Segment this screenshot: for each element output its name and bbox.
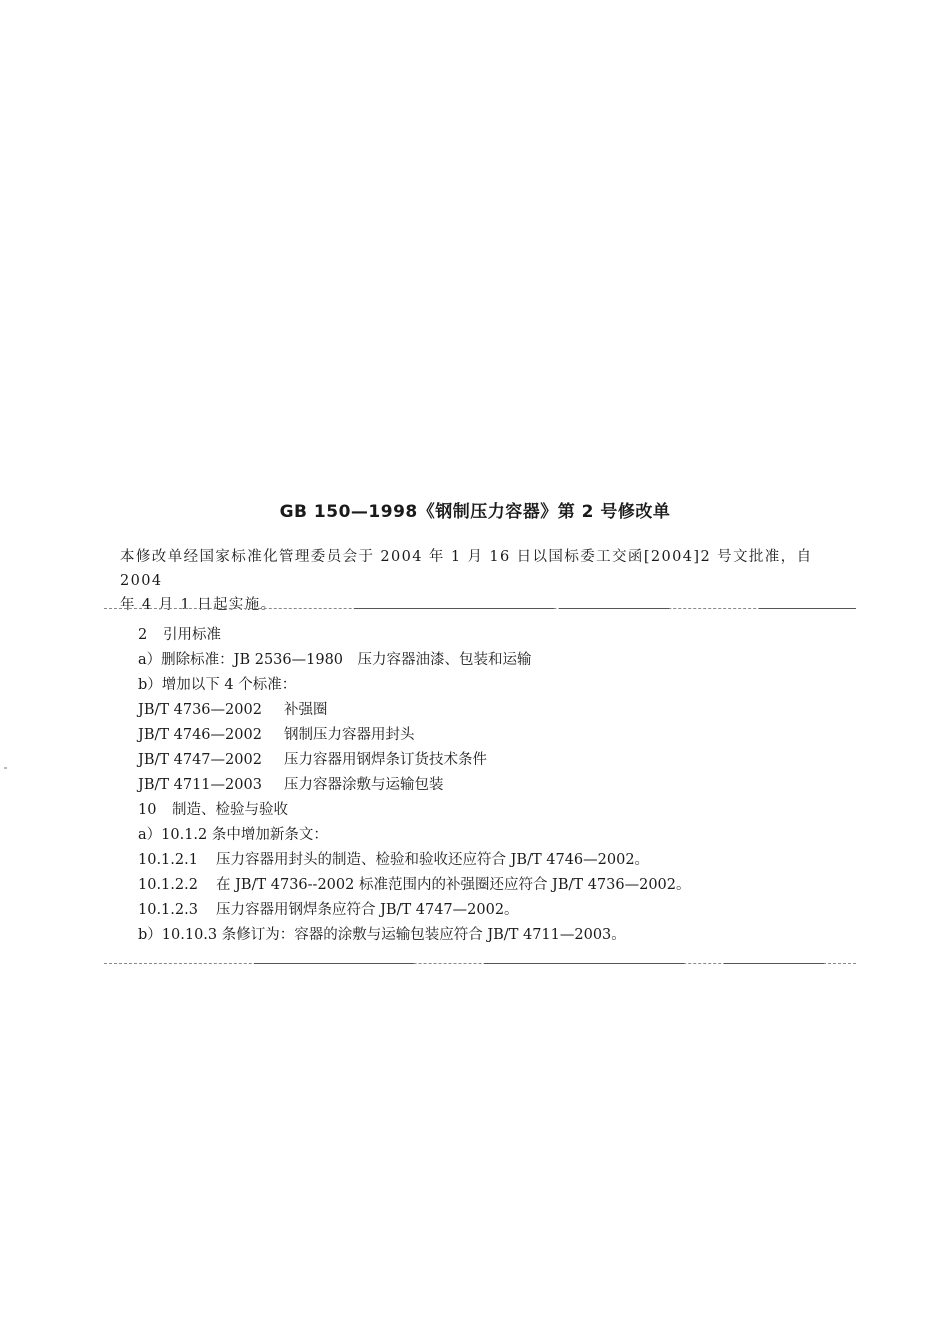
clause-text: 压力容器用封头的制造、检验和验收还应符合 JB/T 4746—2002。 [216,852,650,868]
bottom-divider [104,963,856,964]
section-10-heading [138,798,858,823]
section-2-item-a: a）删除标准：JB 2536—1980 压力容器油漆、包装和运输 [138,652,532,668]
section-10-item-b: b）10.10.3 条修订为：容器的涂敷与运输包装应符合 JB/T 4711—2003。 [138,927,626,943]
clause-number: 10.1.2.2 [138,877,198,893]
standard-code: JB/T 4746—2002 [138,727,262,743]
clause-row [138,898,858,923]
clause-number: 10.1.2.1 [138,852,198,868]
approval-notice [120,545,860,617]
scan-speck [4,767,7,769]
clause-row [138,848,858,873]
standard-row [138,773,858,798]
document-title: GB 150—1998《钢制压力容器》第 2 号修改单 [279,502,671,522]
clause-number: 10.1.2.3 [138,902,198,918]
standard-row [138,748,858,773]
standard-row [138,723,858,748]
standard-name: 钢制压力容器用封头 [284,727,415,743]
clause-text: 在 JB/T 4736--2002 标准范围内的补强圈还应符合 JB/T 4736—2002。 [216,877,691,893]
approval-notice-line-2: 年 4 月 1 日起实施。 [120,597,277,613]
amendment-body [138,623,858,948]
section-title: 制造、检验与验收 [172,802,288,818]
standard-code: JB/T 4747—2002 [138,752,262,768]
standard-row [138,698,858,723]
approval-notice-line-1: 本修改单经国家标准化管理委员会于 2004 年 1 月 16 日以国标委工交函[2004]2 号文批准，自 2004 [120,549,813,589]
standard-code: JB/T 4736—2002 [138,702,262,718]
section-number: 2 [138,627,148,643]
section-2-item-b: b）增加以下 4 个标准： [138,677,297,693]
clause-text: 压力容器用钢焊条应符合 JB/T 4747—2002。 [216,902,519,918]
top-divider [104,608,856,609]
section-2-heading [138,623,858,648]
clause-row [138,873,858,898]
standard-name: 压力容器涂敷与运输包装 [284,777,444,793]
section-10-item-a: a）10.1.2 条中增加新条文： [138,827,328,843]
standard-code: JB/T 4711—2003 [138,777,262,793]
section-number: 10 [138,802,157,818]
standard-name: 压力容器用钢焊条订货技术条件 [284,752,487,768]
standard-name: 补强圈 [284,702,328,718]
section-title: 引用标准 [163,627,221,643]
